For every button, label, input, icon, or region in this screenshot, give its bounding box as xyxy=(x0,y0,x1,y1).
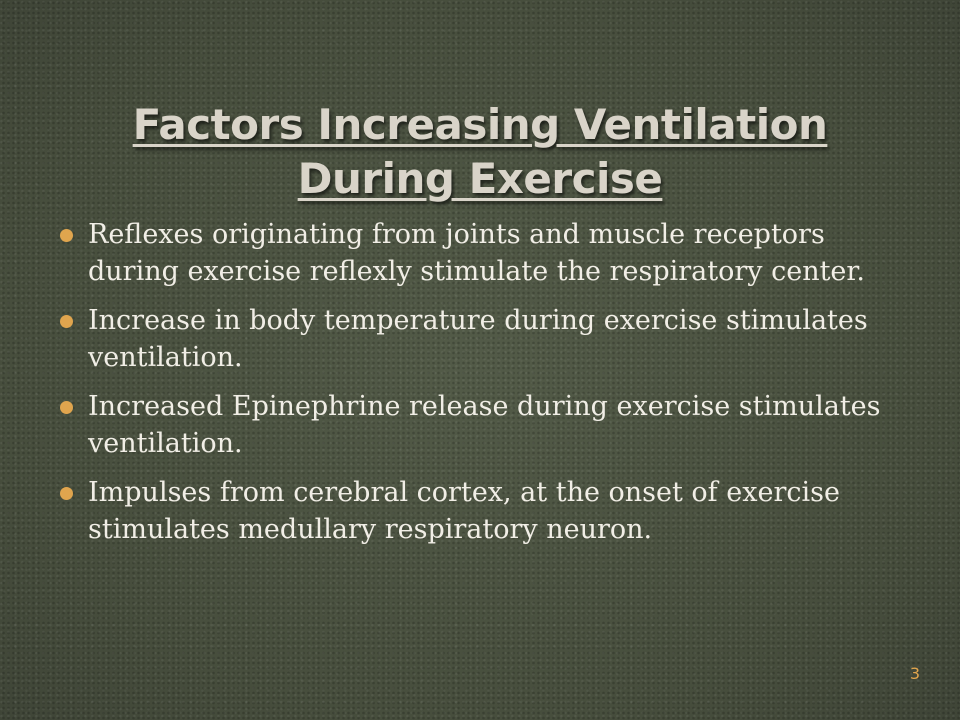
bullet-text: Increased Epinephrine release during exercise stimulates ventilation. xyxy=(88,391,881,459)
bullet-dot-icon xyxy=(60,401,73,414)
bullet-item xyxy=(60,302,900,376)
bullet-text: Reflexes originating from joints and muscle receptors during exercise reflexly stimulate the respiratory center. xyxy=(88,219,865,287)
title-line-2: During Exercise xyxy=(297,154,663,204)
bullet-dot-icon xyxy=(60,229,73,242)
bullet-list xyxy=(60,216,900,560)
page-number: 3 xyxy=(909,664,920,683)
bullet-text: Impulses from cerebral cortex, at the onset of exercise stimulates medullary respiratory neuron. xyxy=(88,477,840,545)
slide-title xyxy=(80,98,880,206)
bullet-text: Increase in body temperature during exercise stimulates ventilation. xyxy=(88,305,868,373)
bullet-item xyxy=(60,474,900,548)
bullet-item xyxy=(60,216,900,290)
bullet-dot-icon xyxy=(60,487,73,500)
bullet-dot-icon xyxy=(60,315,73,328)
title-line-1: Factors Increasing Ventilation xyxy=(132,100,828,150)
bullet-item xyxy=(60,388,900,462)
